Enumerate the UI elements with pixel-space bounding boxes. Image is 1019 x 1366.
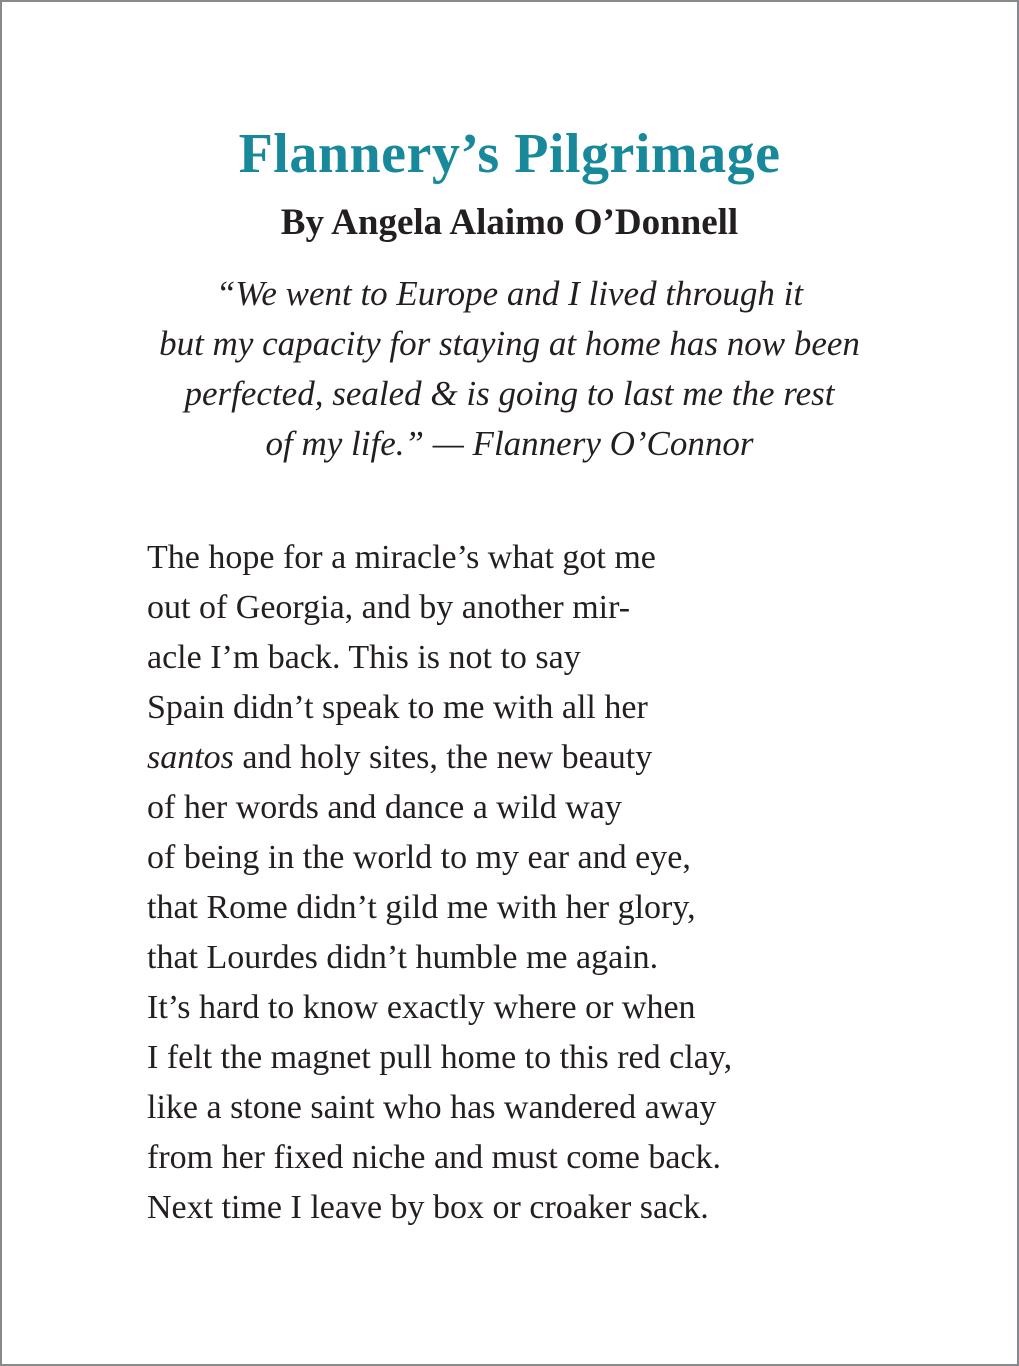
poem-text: from her fixed niche and must come back. (147, 1139, 722, 1177)
poem-line (147, 733, 1019, 783)
poem-line (147, 583, 1019, 633)
poem-body (0, 533, 1019, 1233)
poem-text: that Lourdes didn’t humble me again. (147, 939, 659, 977)
poem-line (147, 533, 1019, 583)
poem-text: out of Georgia, and by another mir- (147, 589, 631, 627)
poem-line (147, 883, 1019, 933)
poem-line (147, 933, 1019, 983)
poem-line (147, 783, 1019, 833)
poem-text: I felt the magnet pull home to this red clay, (147, 1039, 733, 1077)
poem-word-italic: santos (147, 739, 234, 777)
poem-line (147, 983, 1019, 1033)
poem-text: Spain didn’t speak to me with all her (147, 689, 648, 727)
poem-line (147, 1033, 1019, 1083)
poem-line (147, 1083, 1019, 1133)
poem-line (147, 1183, 1019, 1233)
poem-byline: By Angela Alaimo O’Donnell (280, 201, 739, 243)
poem-text: acle I’m back. This is not to say (147, 639, 581, 677)
poem-text: of being in the world to my ear and eye, (147, 839, 691, 877)
poem-line (147, 833, 1019, 883)
epigraph-line: of my life.” — Flannery O’Connor (265, 424, 754, 464)
epigraph-line: “We went to Europe and I lived through it (215, 274, 804, 314)
epigraph (0, 269, 1019, 469)
epigraph-line: but my capacity for staying at home has now been (159, 324, 860, 364)
poem-line (147, 633, 1019, 683)
poem-line (147, 683, 1019, 733)
poem-text: Next time I leave by box or croaker sack. (147, 1189, 709, 1227)
poem-line (147, 1133, 1019, 1183)
poem-text: like a stone saint who has wandered away (147, 1089, 717, 1127)
epigraph-line: perfected, sealed & is going to last me the rest (184, 374, 835, 414)
poem-text: It’s hard to know exactly where or when (147, 989, 696, 1027)
poem-text: of her words and dance a wild way (147, 789, 622, 827)
poem-text: and holy sites, the new beauty (233, 739, 653, 777)
poem-text: that Rome didn’t gild me with her glory, (147, 889, 696, 927)
poem-text: The hope for a miracle’s what got me (147, 539, 656, 577)
poem-title: Flannery’s Pilgrimage (238, 123, 781, 185)
